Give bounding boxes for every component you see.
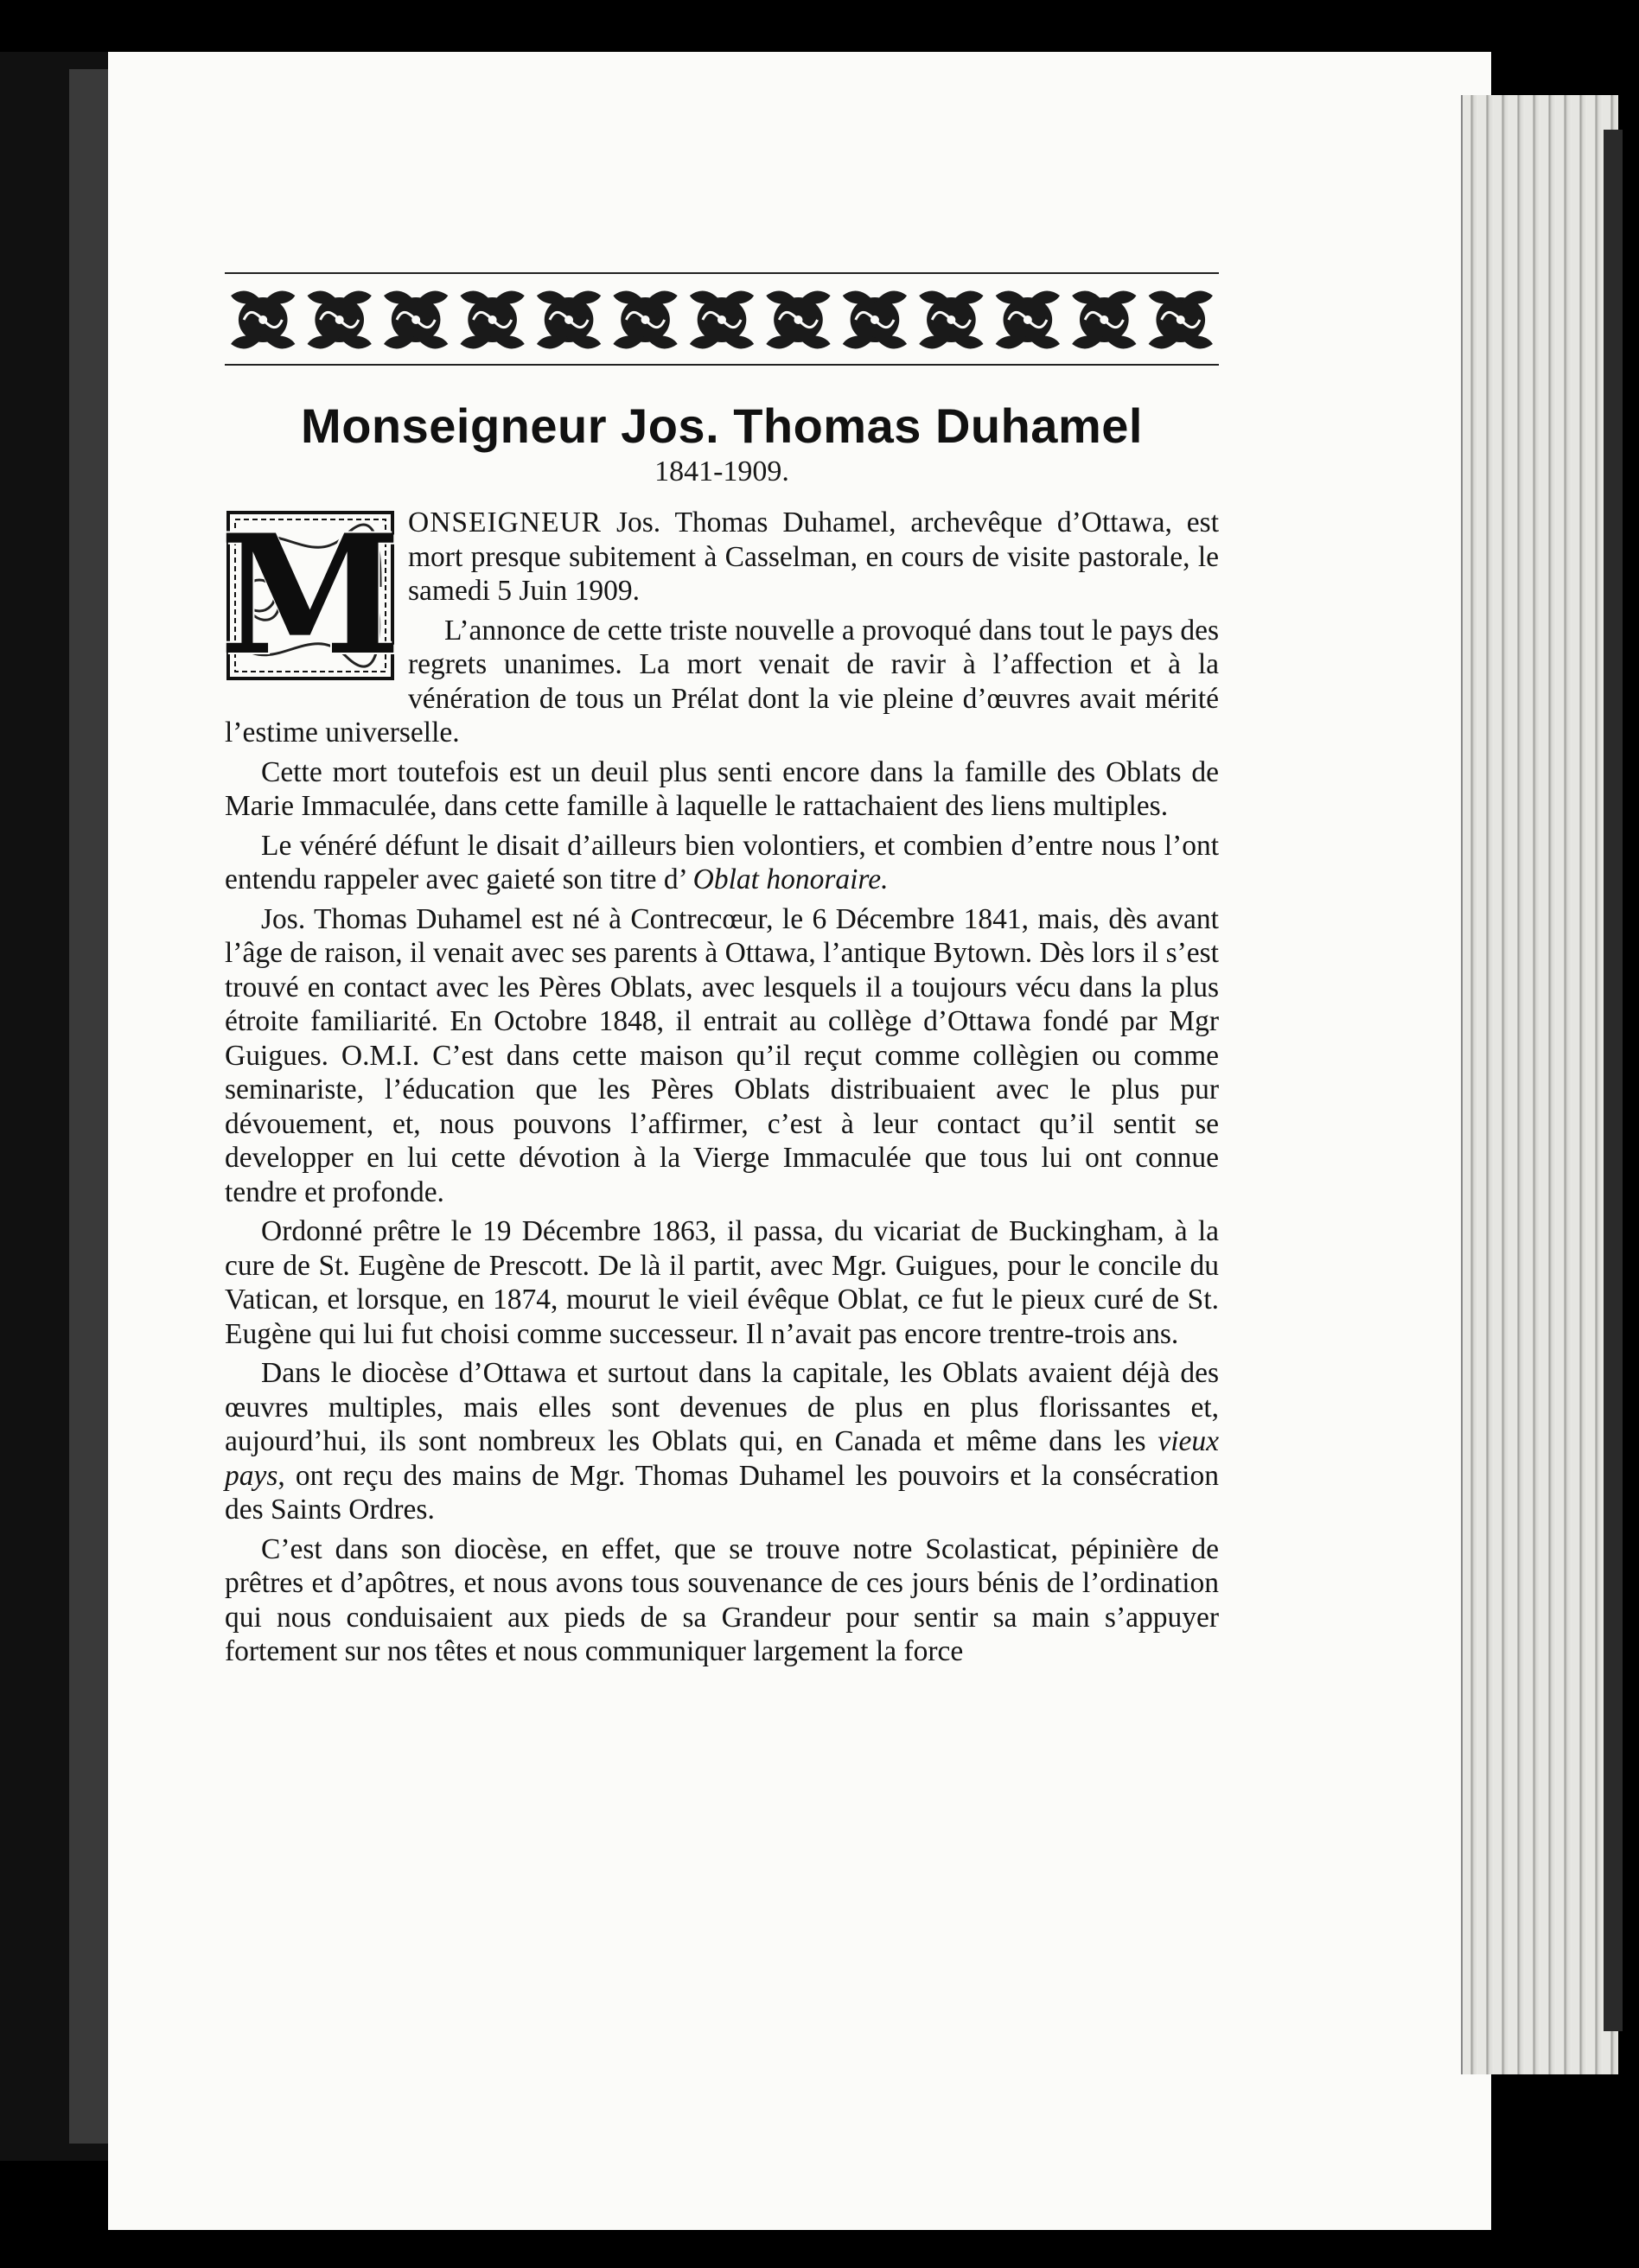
paragraph-7 — [225, 1356, 1219, 1527]
paragraph-2: L’annonce de cette triste nouvelle a provoqué dans tout le pays des regrets unanimes. La mort venait de ravir à l’affection et à la vénération de tous un Prélat dont la vie pleine d’œuvres avait mérité l’estime universelle. — [225, 614, 1219, 749]
floral-motif-icon — [996, 291, 1060, 349]
floral-motif-icon — [308, 291, 372, 349]
floral-motif-icon — [766, 291, 830, 349]
floral-motif-icon — [384, 291, 448, 349]
floral-motif-icon — [1149, 291, 1213, 349]
dropcap-letter: M — [219, 499, 402, 691]
paragraph-3: Cette mort toutefois est un deuil plus senti encore dans la famille des Oblats de Marie Immaculée, dans cette famille à laquelle le rattachaient des liens multiples. — [225, 755, 1219, 822]
paragraph-4-italic: Oblat honoraire. — [692, 863, 889, 895]
paragraph-1-caps: ONSEIGNEUR — [408, 506, 603, 538]
paragraph-7-text: Dans le diocèse d’Ottawa et surtout dans la capitale, les Oblats avaient déjà des œuvres multiples, mais elles sont devenues de plus en plus florissantes et, aujourd’hui, ils sont nombreux les Oblats qui, en Canada et même dans les — [225, 1357, 1219, 1457]
paragraph-5: Jos. Thomas Duhamel est né à Contrecœur, le 6 Décembre 1841, mais, dès avant l’âge de raison, il venait avec ses parents à Ottawa, l’antique Bytown. Dès lors il s’est trouvé en contact avec les Pères Oblats, avec lesquels il a toujours vécu dans la plus étroite familiarité. En Octobre 1848, il entrait au collège d’Ottawa fondé par Mgr Guigues. O.M.I. C’est dans cette maison qu’il reçut comme collègien ou comme seminariste, l’éducation que les Pères Oblats distribuaient avec le plus pur dévouement, et, nous pouvons l’affirmer, c’est à leur contact qu’il sentit se developper en lui cette dévotion à la Vierge Immaculée que tous lui ont connue tendre et profonde. — [225, 902, 1219, 1208]
paragraph-4 — [225, 829, 1219, 897]
paragraph-4-text: Le vénéré défunt le disait d’ailleurs bien volontiers, et combien d’entre nous l’ont entendu rappeler avec gaieté son titre d’ — [225, 829, 1219, 895]
book-cover-edge — [1604, 130, 1623, 2031]
ornate-dropcap-m-icon — [219, 499, 402, 691]
article-body — [219, 499, 1219, 1669]
paragraph-8: C’est dans son diocèse, en effet, que se trouve notre Scolasticat, pépinière de prêtres et d’apôtres, et nous avons tous souvenance de ces jours bénis de l’ordination qui nous conduisaient aux pieds de sa Grandeur pour sentir sa main s’appuyer fortement sur nos têtes et nous communiquer largement la force — [225, 1532, 1219, 1667]
left-page-sliver — [69, 69, 108, 2144]
article — [219, 268, 1219, 1674]
page-fore-edge — [1461, 95, 1618, 2074]
paragraph-1-text: Jos. Thomas Duhamel, archevêque d’Ottawa, est mort presque subitement à Casselman, en cours de visite pastorale, le samedi 5 Juin 1909. — [408, 506, 1219, 607]
floral-motif-icon — [843, 291, 907, 349]
floral-band-ornament-icon — [225, 268, 1219, 372]
floral-motif-icon — [460, 291, 524, 349]
article-dates: 1841-1909. — [654, 456, 789, 487]
paragraph-6: Ordonné prêtre le 19 Décembre 1863, il passa, du vicariat de Buckingham, à la cure de St. Eugène de Prescott. De là il partit, avec Mgr. Guigues, pour le concile du Vatican, et lorsque, en 1874, mourut le vieil évêque Oblat, ce fut le pieux curé de St. Eugène qui lui fut choisi comme successeur. Il n’avait pas encore trentre-trois ans. — [225, 1215, 1219, 1350]
article-title: Monseigneur Jos. Thomas Duhamel — [301, 398, 1143, 453]
floral-motif-icon — [613, 291, 677, 349]
paragraph-7-italic: vieux pays — [225, 1425, 1219, 1492]
floral-motif-icon — [537, 291, 601, 349]
floral-motif-icon — [919, 291, 983, 349]
floral-motif-icon — [1072, 291, 1136, 349]
floral-motif-icon — [231, 291, 295, 349]
paragraph-7-tail: , ont reçu des mains de Mgr. Thomas Duhamel les pouvoirs et la consécration des Saints Ordres. — [225, 1459, 1219, 1526]
floral-motif-icon — [690, 291, 754, 349]
